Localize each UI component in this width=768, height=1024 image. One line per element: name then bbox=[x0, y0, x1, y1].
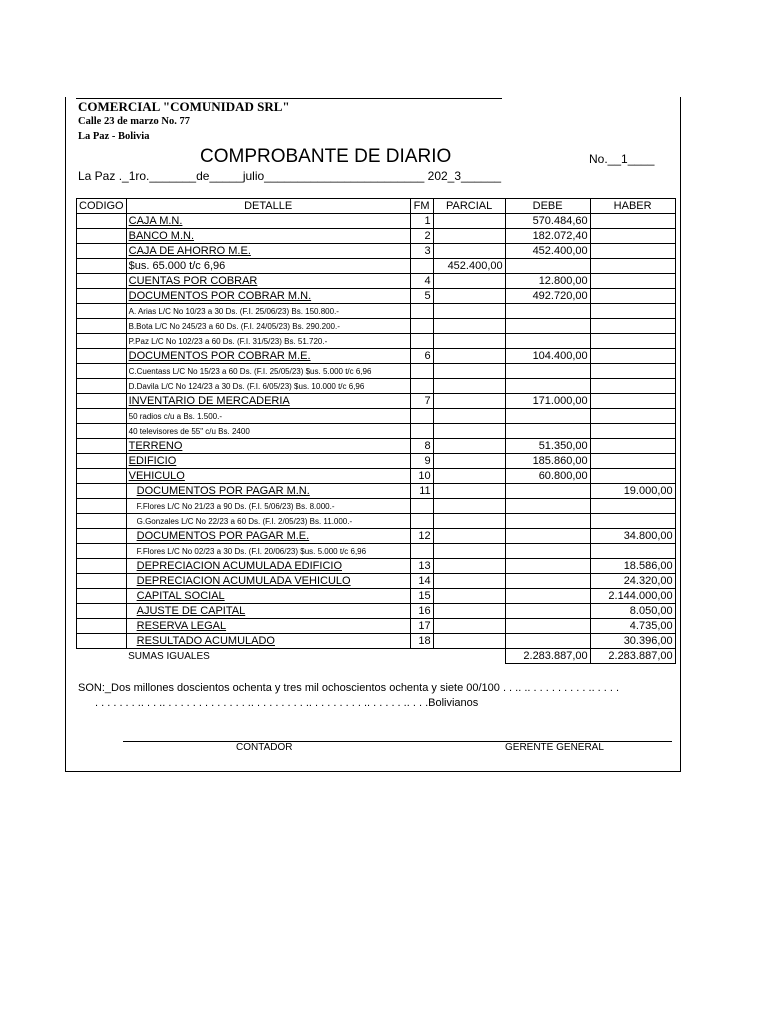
cell-parcial bbox=[433, 454, 505, 469]
table-row bbox=[77, 469, 676, 484]
cell-fm: 14 bbox=[410, 574, 433, 589]
header-codigo: CODIGO bbox=[77, 199, 127, 214]
cell-fm: 10 bbox=[410, 469, 433, 484]
cell-detalle bbox=[126, 634, 410, 649]
cell-detalle bbox=[126, 274, 410, 289]
account-name: CAPITAL SOCIAL bbox=[136, 589, 225, 602]
table-row bbox=[77, 364, 676, 379]
table-row bbox=[77, 319, 676, 334]
cell-codigo bbox=[77, 589, 127, 604]
table-row bbox=[77, 259, 676, 274]
cell-debe bbox=[505, 574, 590, 589]
cell-haber: 4.735,00 bbox=[590, 619, 675, 634]
cell-haber bbox=[590, 544, 675, 559]
cell-haber bbox=[590, 244, 675, 259]
cell-codigo bbox=[77, 379, 127, 394]
cell-haber: 8.050,00 bbox=[590, 604, 675, 619]
cell-debe: 51.350,00 bbox=[505, 439, 590, 454]
cell-fm: 6 bbox=[410, 349, 433, 364]
amount-in-words: SON:_Dos millones doscientos ochenta y tres mil ochoscientos ochenta y siete 00/100 . . .. .. . . . . . . . . . .. . . . . bbox=[78, 682, 620, 694]
table-row bbox=[77, 424, 676, 439]
cell-parcial bbox=[433, 349, 505, 364]
cell-fm bbox=[410, 424, 433, 439]
cell-fm: 4 bbox=[410, 274, 433, 289]
cell-parcial bbox=[433, 469, 505, 484]
account-name: CAJA DE AHORRO M.E. bbox=[128, 244, 251, 257]
cell-detalle bbox=[126, 214, 410, 229]
cell-debe bbox=[505, 424, 590, 439]
cell-debe bbox=[505, 634, 590, 649]
table-row bbox=[77, 574, 676, 589]
cell-haber bbox=[590, 469, 675, 484]
cell-codigo bbox=[77, 484, 127, 499]
table-row bbox=[77, 634, 676, 649]
cell-codigo bbox=[77, 619, 127, 634]
cell-detalle: B.Bota L/C No 245/23 a 60 Ds. (F.I. 24/05/23) Bs. 290.200.- bbox=[126, 319, 410, 334]
cell-detalle bbox=[126, 439, 410, 454]
cell-codigo bbox=[77, 604, 127, 619]
cell-codigo bbox=[77, 229, 127, 244]
cell-detalle bbox=[126, 604, 410, 619]
cell-detalle bbox=[126, 244, 410, 259]
cell-detalle bbox=[126, 589, 410, 604]
cell-fm bbox=[410, 544, 433, 559]
cell-codigo bbox=[77, 634, 127, 649]
cell-fm: 11 bbox=[410, 484, 433, 499]
amount-in-words-cont: . . . . . . . .. . . .. . . . . . . . . . . . . . .. . . . . . . . . .. . . . . . . . . .. . . . . . .. . . .Bolivianos bbox=[95, 697, 479, 709]
table-row bbox=[77, 604, 676, 619]
cell-codigo bbox=[77, 529, 127, 544]
cell-detalle: F.Flores L/C No 21/23 a 90 Ds. (F.I. 5/06/23) Bs. 8.000.- bbox=[126, 499, 410, 514]
cell-fm: 2 bbox=[410, 229, 433, 244]
cell-parcial bbox=[433, 619, 505, 634]
cell-parcial: 452.400,00 bbox=[433, 259, 505, 274]
cell-parcial bbox=[433, 514, 505, 529]
cell-fm: 7 bbox=[410, 394, 433, 409]
cell-detalle bbox=[126, 394, 410, 409]
cell-parcial bbox=[433, 424, 505, 439]
cell-fm bbox=[410, 319, 433, 334]
cell-debe bbox=[505, 514, 590, 529]
cell-codigo bbox=[77, 454, 127, 469]
cell-haber: 2.144.000,00 bbox=[590, 589, 675, 604]
cell-codigo bbox=[77, 349, 127, 364]
cell-parcial bbox=[433, 484, 505, 499]
cell-haber bbox=[590, 454, 675, 469]
account-name: INVENTARIO DE MERCADERIA bbox=[128, 394, 290, 407]
cell-debe bbox=[505, 484, 590, 499]
cell-codigo bbox=[77, 259, 127, 274]
cell-parcial bbox=[433, 634, 505, 649]
account-name: RESULTADO ACUMULADO bbox=[136, 634, 275, 647]
document-number: No.__1____ bbox=[589, 152, 655, 166]
cell-haber bbox=[590, 334, 675, 349]
cell-haber: 19.000,00 bbox=[590, 484, 675, 499]
cell-debe bbox=[505, 604, 590, 619]
cell-debe: 182.072,40 bbox=[505, 229, 590, 244]
date-line: La Paz ._1ro._______de_____julio________________________ 202_3______ bbox=[78, 169, 502, 183]
cell-parcial bbox=[433, 559, 505, 574]
cell-debe: 570.484,60 bbox=[505, 214, 590, 229]
cell-detalle bbox=[126, 559, 410, 574]
cell-codigo bbox=[77, 274, 127, 289]
cell-parcial bbox=[433, 544, 505, 559]
header-haber: HABER bbox=[590, 199, 675, 214]
account-name: BANCO M.N. bbox=[128, 229, 195, 242]
cell-haber bbox=[590, 214, 675, 229]
table-row bbox=[77, 454, 676, 469]
account-name: CUENTAS POR COBRAR bbox=[128, 274, 258, 287]
cell-detalle bbox=[126, 289, 410, 304]
cell-parcial bbox=[433, 244, 505, 259]
cell-fm bbox=[410, 364, 433, 379]
cell-detalle bbox=[126, 349, 410, 364]
cell-debe bbox=[505, 529, 590, 544]
header-fm: FM bbox=[410, 199, 433, 214]
cell-fm: 3 bbox=[410, 244, 433, 259]
cell-debe bbox=[505, 364, 590, 379]
cell-parcial bbox=[433, 499, 505, 514]
cell-codigo bbox=[77, 574, 127, 589]
cell-parcial bbox=[433, 274, 505, 289]
cell-parcial bbox=[433, 214, 505, 229]
cell-debe: 12.800,00 bbox=[505, 274, 590, 289]
cell-fm: 15 bbox=[410, 589, 433, 604]
cell-detalle: F.Flores L/C No 02/23 a 30 Ds. (F.I. 20/06/23) $us. 5.000 t/c 6,96 bbox=[126, 544, 410, 559]
header-parcial: PARCIAL bbox=[433, 199, 505, 214]
cell-parcial bbox=[433, 439, 505, 454]
table-row bbox=[77, 289, 676, 304]
cell-detalle bbox=[126, 229, 410, 244]
cell-codigo bbox=[77, 424, 127, 439]
cell-detalle: D.Davila L/C No 124/23 a 30 Ds. (F.I. 6/05/23) $us. 10.000 t/c 6,96 bbox=[126, 379, 410, 394]
table-row bbox=[77, 394, 676, 409]
account-name: DEPRECIACION ACUMULADA VEHICULO bbox=[136, 574, 351, 587]
cell-debe bbox=[505, 334, 590, 349]
cell-codigo bbox=[77, 559, 127, 574]
cell-haber bbox=[590, 229, 675, 244]
cell-parcial bbox=[433, 604, 505, 619]
table-row bbox=[77, 334, 676, 349]
cell-codigo bbox=[77, 409, 127, 424]
table-row bbox=[77, 589, 676, 604]
cell-debe bbox=[505, 259, 590, 274]
cell-codigo bbox=[77, 244, 127, 259]
cell-haber bbox=[590, 424, 675, 439]
cell-haber bbox=[590, 259, 675, 274]
account-name: VEHICULO bbox=[128, 469, 185, 482]
empty-cell bbox=[433, 649, 505, 664]
account-name: DOCUMENTOS POR PAGAR M.E. bbox=[136, 529, 310, 542]
cell-debe bbox=[505, 499, 590, 514]
cell-fm: 18 bbox=[410, 634, 433, 649]
cell-debe bbox=[505, 379, 590, 394]
header-detalle: DETALLE bbox=[126, 199, 410, 214]
cell-debe bbox=[505, 409, 590, 424]
cell-haber bbox=[590, 364, 675, 379]
cell-debe: 185.860,00 bbox=[505, 454, 590, 469]
cell-haber bbox=[590, 319, 675, 334]
cell-fm: 5 bbox=[410, 289, 433, 304]
cell-debe bbox=[505, 319, 590, 334]
cell-fm: 16 bbox=[410, 604, 433, 619]
account-name: DOCUMENTOS POR PAGAR M.N. bbox=[136, 484, 310, 497]
cell-haber bbox=[590, 349, 675, 364]
table-row bbox=[77, 484, 676, 499]
account-name: DEPRECIACION ACUMULADA EDIFICIO bbox=[136, 559, 342, 572]
cell-fm: 8 bbox=[410, 439, 433, 454]
cell-parcial bbox=[433, 574, 505, 589]
cell-parcial bbox=[433, 319, 505, 334]
cell-codigo bbox=[77, 289, 127, 304]
account-name: EDIFICIO bbox=[128, 454, 177, 467]
account-name: AJUSTE DE CAPITAL bbox=[136, 604, 246, 617]
cell-detalle: G.Gonzales L/C No 22/23 a 60 Ds. (F.I. 2/05/23) Bs. 11.000.- bbox=[126, 514, 410, 529]
signature-contador: CONTADOR bbox=[236, 742, 293, 753]
cell-debe bbox=[505, 544, 590, 559]
cell-codigo bbox=[77, 544, 127, 559]
table-row bbox=[77, 559, 676, 574]
table-row bbox=[77, 244, 676, 259]
cell-fm bbox=[410, 499, 433, 514]
cell-debe bbox=[505, 559, 590, 574]
table-row bbox=[77, 619, 676, 634]
journal-table bbox=[76, 198, 676, 664]
cell-parcial bbox=[433, 589, 505, 604]
signature-gerente: GERENTE GENERAL bbox=[505, 742, 604, 753]
cell-detalle: $us. 65.000 t/c 6,96 bbox=[126, 259, 410, 274]
cell-parcial bbox=[433, 289, 505, 304]
cell-fm bbox=[410, 259, 433, 274]
table-row bbox=[77, 349, 676, 364]
sumas-haber: 2.283.887,00 bbox=[590, 649, 675, 664]
table-row bbox=[77, 304, 676, 319]
cell-fm: 13 bbox=[410, 559, 433, 574]
cell-debe: 60.800,00 bbox=[505, 469, 590, 484]
cell-detalle: 40 televisores de 55" c/u Bs. 2400 bbox=[126, 424, 410, 439]
cell-debe: 171.000,00 bbox=[505, 394, 590, 409]
cell-haber bbox=[590, 439, 675, 454]
account-name: DOCUMENTOS POR COBRAR M.E. bbox=[128, 349, 311, 362]
cell-debe: 104.400,00 bbox=[505, 349, 590, 364]
table-row bbox=[77, 214, 676, 229]
cell-fm bbox=[410, 409, 433, 424]
cell-parcial bbox=[433, 529, 505, 544]
cell-haber: 30.396,00 bbox=[590, 634, 675, 649]
table-row bbox=[77, 514, 676, 529]
cell-codigo bbox=[77, 214, 127, 229]
cell-fm: 1 bbox=[410, 214, 433, 229]
cell-detalle: 50 radios c/u a Bs. 1.500.- bbox=[126, 409, 410, 424]
cell-debe: 452.400,00 bbox=[505, 244, 590, 259]
cell-parcial bbox=[433, 229, 505, 244]
cell-fm: 17 bbox=[410, 619, 433, 634]
cell-parcial bbox=[433, 409, 505, 424]
cell-codigo bbox=[77, 394, 127, 409]
sumas-label: SUMAS IGUALES bbox=[128, 650, 210, 662]
cell-codigo bbox=[77, 334, 127, 349]
cell-haber bbox=[590, 379, 675, 394]
company-name: COMERCIAL "COMUNIDAD SRL" bbox=[78, 99, 290, 114]
cell-debe bbox=[505, 304, 590, 319]
document-title: COMPROBANTE DE DIARIO bbox=[200, 146, 452, 167]
cell-parcial bbox=[433, 364, 505, 379]
table-row bbox=[77, 499, 676, 514]
cell-parcial bbox=[433, 394, 505, 409]
cell-debe: 492.720,00 bbox=[505, 289, 590, 304]
cell-haber bbox=[590, 409, 675, 424]
cell-detalle: C.Cuentass L/C No 15/23 a 60 Ds. (F.I. 25/05/23) $us. 5.000 t/c 6,96 bbox=[126, 364, 410, 379]
cell-detalle bbox=[126, 484, 410, 499]
cell-detalle bbox=[126, 529, 410, 544]
table-row bbox=[77, 229, 676, 244]
cell-parcial bbox=[433, 379, 505, 394]
cell-parcial bbox=[433, 334, 505, 349]
cell-detalle bbox=[126, 469, 410, 484]
cell-haber bbox=[590, 499, 675, 514]
table-row bbox=[77, 274, 676, 289]
cell-fm bbox=[410, 514, 433, 529]
table-row bbox=[77, 379, 676, 394]
table-row bbox=[77, 409, 676, 424]
cell-haber bbox=[590, 289, 675, 304]
cell-detalle bbox=[126, 574, 410, 589]
cell-codigo bbox=[77, 319, 127, 334]
cell-detalle bbox=[126, 454, 410, 469]
cell-fm bbox=[410, 334, 433, 349]
cell-fm: 9 bbox=[410, 454, 433, 469]
cell-haber: 18.586,00 bbox=[590, 559, 675, 574]
table-row bbox=[77, 544, 676, 559]
cell-codigo bbox=[77, 364, 127, 379]
account-name: RESERVA LEGAL bbox=[136, 619, 227, 632]
cell-fm bbox=[410, 304, 433, 319]
totals-row bbox=[77, 649, 676, 664]
account-name: CAJA M.N. bbox=[128, 214, 183, 227]
cell-parcial bbox=[433, 304, 505, 319]
cell-haber bbox=[590, 514, 675, 529]
cell-detalle bbox=[126, 619, 410, 634]
cell-fm: 12 bbox=[410, 529, 433, 544]
table-header-row bbox=[77, 199, 676, 214]
cell-detalle: P.Paz L/C No 102/23 a 60 Ds. (F.I. 31/5/23) Bs. 51.720.- bbox=[126, 334, 410, 349]
cell-fm bbox=[410, 379, 433, 394]
cell-codigo bbox=[77, 304, 127, 319]
cell-codigo bbox=[77, 469, 127, 484]
cell-codigo bbox=[77, 514, 127, 529]
cell-detalle: A. Arias L/C No 10/23 a 30 Ds. (F.I. 25/06/23) Bs. 150.800.- bbox=[126, 304, 410, 319]
cell-codigo bbox=[77, 499, 127, 514]
cell-haber bbox=[590, 274, 675, 289]
table-row bbox=[77, 439, 676, 454]
header-debe: DEBE bbox=[505, 199, 590, 214]
empty-cell bbox=[410, 649, 433, 664]
account-name: TERRENO bbox=[128, 439, 183, 452]
sumas-debe: 2.283.887,00 bbox=[505, 649, 590, 664]
cell-haber: 34.800,00 bbox=[590, 529, 675, 544]
table-row bbox=[77, 529, 676, 544]
cell-haber: 24.320,00 bbox=[590, 574, 675, 589]
account-name: DOCUMENTOS POR COBRAR M.N. bbox=[128, 289, 312, 302]
empty-cell bbox=[77, 649, 127, 664]
company-address: Calle 23 de marzo No. 77 bbox=[78, 116, 190, 127]
company-city: La Paz - Bolivia bbox=[78, 131, 150, 142]
cell-debe bbox=[505, 619, 590, 634]
cell-debe bbox=[505, 589, 590, 604]
cell-haber bbox=[590, 304, 675, 319]
cell-codigo bbox=[77, 439, 127, 454]
cell-haber bbox=[590, 394, 675, 409]
